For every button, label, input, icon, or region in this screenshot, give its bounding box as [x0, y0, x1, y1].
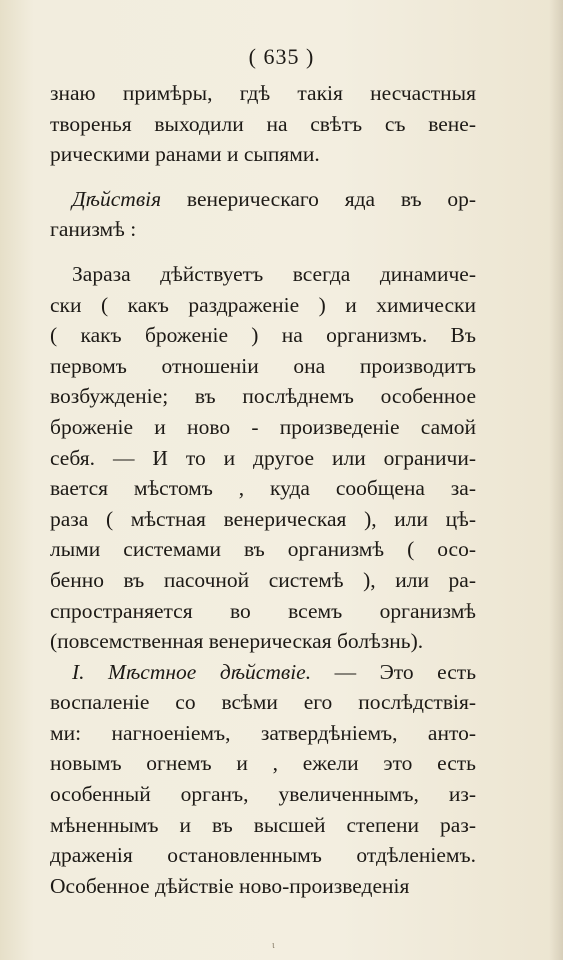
- text-line: новымъ огнемъ и , ежели это есть: [50, 751, 476, 776]
- text-line: ски ( какъ раздраженіе ) и химически: [50, 292, 476, 317]
- paragraph-3: [50, 259, 476, 657]
- section-heading: I. Мѣстное дѣйствіе.: [72, 659, 312, 684]
- text-line: знаю примѣры, гдѣ такія несчастныя: [50, 81, 476, 105]
- text-line: воспаленіе со всѣми его послѣдствія-: [50, 690, 476, 715]
- text-line: ( какъ броженіе ) на организмъ. Въ: [50, 323, 476, 348]
- section-heading: Дѣйствія: [72, 186, 162, 211]
- text-line: бенно въ пасочной системѣ ), или ра-: [50, 567, 476, 592]
- text-line: себя. — И то и другое или ограничи-: [50, 445, 476, 470]
- paragraph-4: [50, 657, 476, 902]
- paragraph-gap: [50, 170, 476, 184]
- page-number: ( 635 ): [248, 44, 315, 69]
- paragraph-1: [50, 78, 476, 170]
- text-line: лыми системами въ организмѣ ( осо-: [50, 537, 476, 562]
- text-line: рическими ранами и сыпями.: [50, 142, 320, 167]
- text-line: (повсемственная венерическая болѣзнь).: [50, 629, 424, 654]
- text-line: [50, 184, 476, 215]
- body-text: [50, 78, 476, 901]
- text-line: мѣненнымъ и въ высшей степени раз-: [50, 812, 476, 837]
- text-fragment: венерическаго яда въ ор-: [186, 186, 476, 211]
- text-line: возбужденіе; въ послѣднемъ особенное: [50, 384, 476, 409]
- bottom-mark: ι: [272, 940, 275, 951]
- text-line: броженіе и ново - произведеніе самой: [50, 414, 476, 439]
- text-line: первомъ отношеніи она производитъ: [50, 353, 476, 378]
- text-line: Особенное дѣйствіе ново-произведенія: [50, 873, 410, 898]
- text-line: раза ( мѣстная венерическая ), или цѣ-: [50, 506, 476, 531]
- text-line: творенья выходили на свѣтъ съ вене-: [50, 111, 476, 136]
- paragraph-gap: [50, 245, 476, 259]
- text-line: спространяется во всемъ организмѣ: [50, 598, 476, 623]
- text-line: особенный органъ, увеличеннымъ, из-: [50, 782, 476, 807]
- text-line: ми: нагноеніемъ, затвердѣніемъ, анто-: [50, 720, 476, 745]
- text-line: [50, 657, 476, 688]
- text-line: Зараза дѣйствуетъ всегда динамиче-: [72, 261, 476, 286]
- paragraph-2: [50, 184, 476, 245]
- text-line: драженія остановленнымъ отдѣленіемъ.: [50, 843, 476, 868]
- text-fragment: — Это есть: [334, 659, 476, 684]
- text-line: ганизмѣ :: [50, 217, 137, 242]
- text-line: вается мѣстомъ , куда сообщена за-: [50, 476, 476, 501]
